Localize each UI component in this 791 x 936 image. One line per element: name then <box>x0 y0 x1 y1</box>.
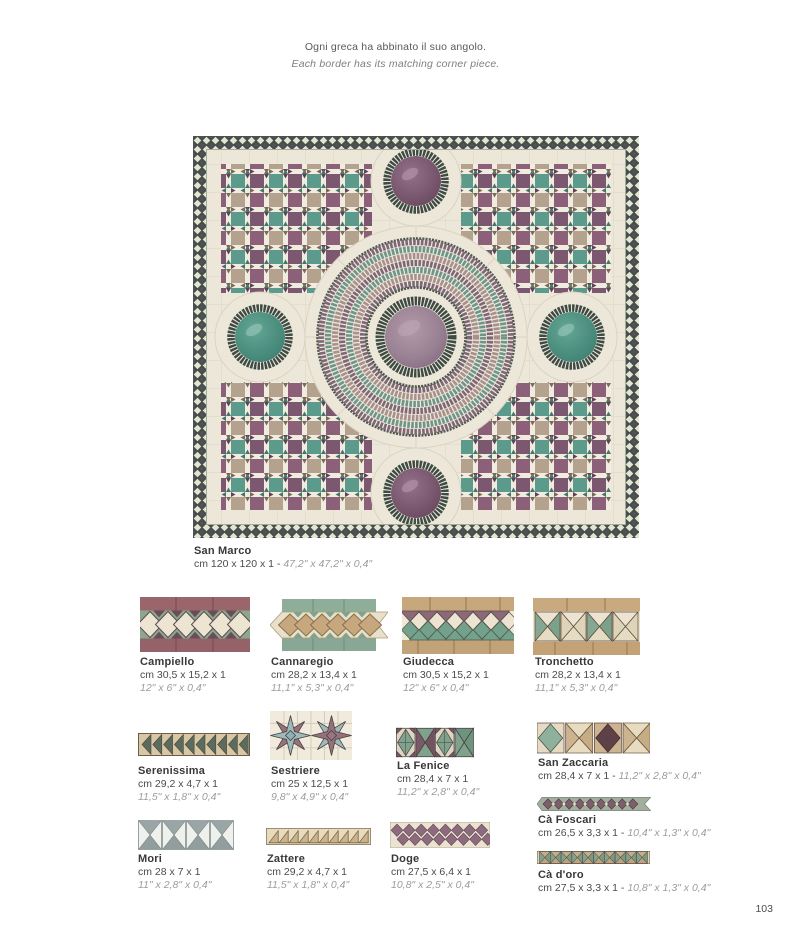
mori-border-image <box>138 820 234 850</box>
product-caption <box>271 656 357 695</box>
product-size-cm: cm 28 x 7 x 1 <box>138 866 201 878</box>
product-caption <box>397 760 479 799</box>
product-size-cm: cm 28,4 x 7 x 1 <box>538 770 610 782</box>
product-size-inches: 11" x 2,8" x 0,4" <box>138 879 212 891</box>
san-zaccaria-border-image <box>537 722 650 754</box>
product-name: Serenissima <box>138 765 206 777</box>
product-figure-ca-doro <box>537 851 650 864</box>
product-caption <box>271 765 348 804</box>
product-size-cm: cm 28,4 x 7 x 1 <box>397 773 469 785</box>
ca-doro-border-image <box>537 851 650 864</box>
product-name: Sestriere <box>271 765 320 777</box>
cannaregio-border-image <box>270 598 388 651</box>
product-figure-serenissima <box>138 733 250 756</box>
product-size-cm: cm 26,5 x 3,3 x 1 <box>538 827 618 839</box>
product-caption <box>267 853 349 892</box>
product-name: Doge <box>391 853 420 865</box>
product-caption <box>140 656 226 695</box>
product-size-inches: 12" x 6" x 0,4" <box>140 682 206 694</box>
product-size-cm: cm 30,5 x 15,2 x 1 <box>403 669 489 681</box>
product-figure-doge <box>390 822 490 848</box>
product-caption <box>138 765 220 804</box>
product-name: Mori <box>138 853 163 865</box>
product-figure-ca-foscari <box>537 797 651 811</box>
tronchetto-border-image <box>533 598 640 655</box>
product-size-inches: 11,5" x 1,8" x 0,4" <box>267 879 350 891</box>
la-fenice-border-image <box>396 727 475 758</box>
doge-border-image <box>390 822 490 848</box>
product-name: Zattere <box>267 853 306 865</box>
intro-line-italian: Ogni greca ha abbinato il suo angolo. <box>304 41 487 53</box>
product-size-cm: cm 27,5 x 6,4 x 1 <box>391 866 471 878</box>
product-name: Campiello <box>140 656 195 668</box>
product-size-cm: cm 120 x 120 x 1 <box>194 558 274 570</box>
product-size-inches: - 10,8" x 1,3" x 0,4" <box>618 882 710 894</box>
product-size-cm: cm 25 x 12,5 x 1 <box>271 778 349 790</box>
product-figure-giudecca <box>402 597 514 654</box>
product-figure-sestriere <box>270 711 352 760</box>
product-size-inches: - 11,2" x 2,8" x 0,4" <box>609 770 701 782</box>
product-size-inches: 11,1" x 5,3" x 0,4" <box>535 682 618 694</box>
hero-caption <box>194 545 372 571</box>
product-figure-la-fenice <box>396 727 475 758</box>
giudecca-border-image <box>402 597 514 654</box>
product-figure-tronchetto <box>533 598 640 655</box>
product-caption <box>391 853 474 892</box>
ca-foscari-border-image <box>537 797 651 811</box>
product-figure-mori <box>138 820 234 850</box>
product-name: San Zaccaria <box>538 757 609 769</box>
product-size-cm: cm 27,5 x 3,3 x 1 <box>538 882 618 894</box>
product-size-cm: cm 28,2 x 13,4 x 1 <box>271 669 357 681</box>
serenissima-border-image <box>138 733 250 756</box>
product-size-inches: 11,5" x 1,8" x 0,4" <box>138 791 221 803</box>
product-caption <box>138 853 211 892</box>
product-name: Cà Foscari <box>538 814 597 826</box>
product-size-inches: 12" x 6" x 0,4" <box>403 682 469 694</box>
intro-caption <box>0 39 791 73</box>
sestriere-border-image <box>270 711 352 760</box>
product-caption <box>538 814 710 840</box>
product-name: Tronchetto <box>535 656 594 668</box>
intro-line-english: Each border has its matching corner piece. <box>291 58 500 70</box>
product-name: Giudecca <box>403 656 455 668</box>
san-marco-mosaic-image <box>193 136 639 538</box>
zattere-border-image <box>266 828 371 845</box>
page-number: 103 <box>755 903 773 915</box>
product-size-inches: - 10,4" x 1,3" x 0,4" <box>618 827 710 839</box>
product-size-inches: 11,2" x 2,8" x 0,4" <box>397 786 480 798</box>
product-size-inches: 11,1" x 5,3" x 0,4" <box>271 682 354 694</box>
product-figure-cannaregio <box>270 598 388 651</box>
product-caption <box>403 656 489 695</box>
product-size-inches: 9,8" x 4,9" x 0,4" <box>271 791 349 803</box>
product-size-cm: cm 29,2 x 4,7 x 1 <box>267 866 347 878</box>
product-figure-campiello <box>140 597 250 652</box>
product-figure-san-zaccaria <box>537 722 650 754</box>
product-size-cm: cm 29,2 x 4,7 x 1 <box>138 778 218 790</box>
hero-figure <box>193 136 639 538</box>
product-size-inches: - 47,2" x 47,2" x 0,4" <box>274 558 372 570</box>
product-size-cm: cm 30,5 x 15,2 x 1 <box>140 669 226 681</box>
product-caption <box>535 656 621 695</box>
product-name: San Marco <box>194 545 252 557</box>
product-caption <box>538 869 710 895</box>
product-size-inches: 10,8" x 2,5" x 0,4" <box>391 879 474 891</box>
product-name: Cà d'oro <box>538 869 584 881</box>
product-name: Cannaregio <box>271 656 334 668</box>
product-figure-zattere <box>266 828 371 845</box>
campiello-border-image <box>140 597 250 652</box>
product-name: La Fenice <box>397 760 450 772</box>
product-caption <box>538 757 701 783</box>
product-size-cm: cm 28,2 x 13,4 x 1 <box>535 669 621 681</box>
